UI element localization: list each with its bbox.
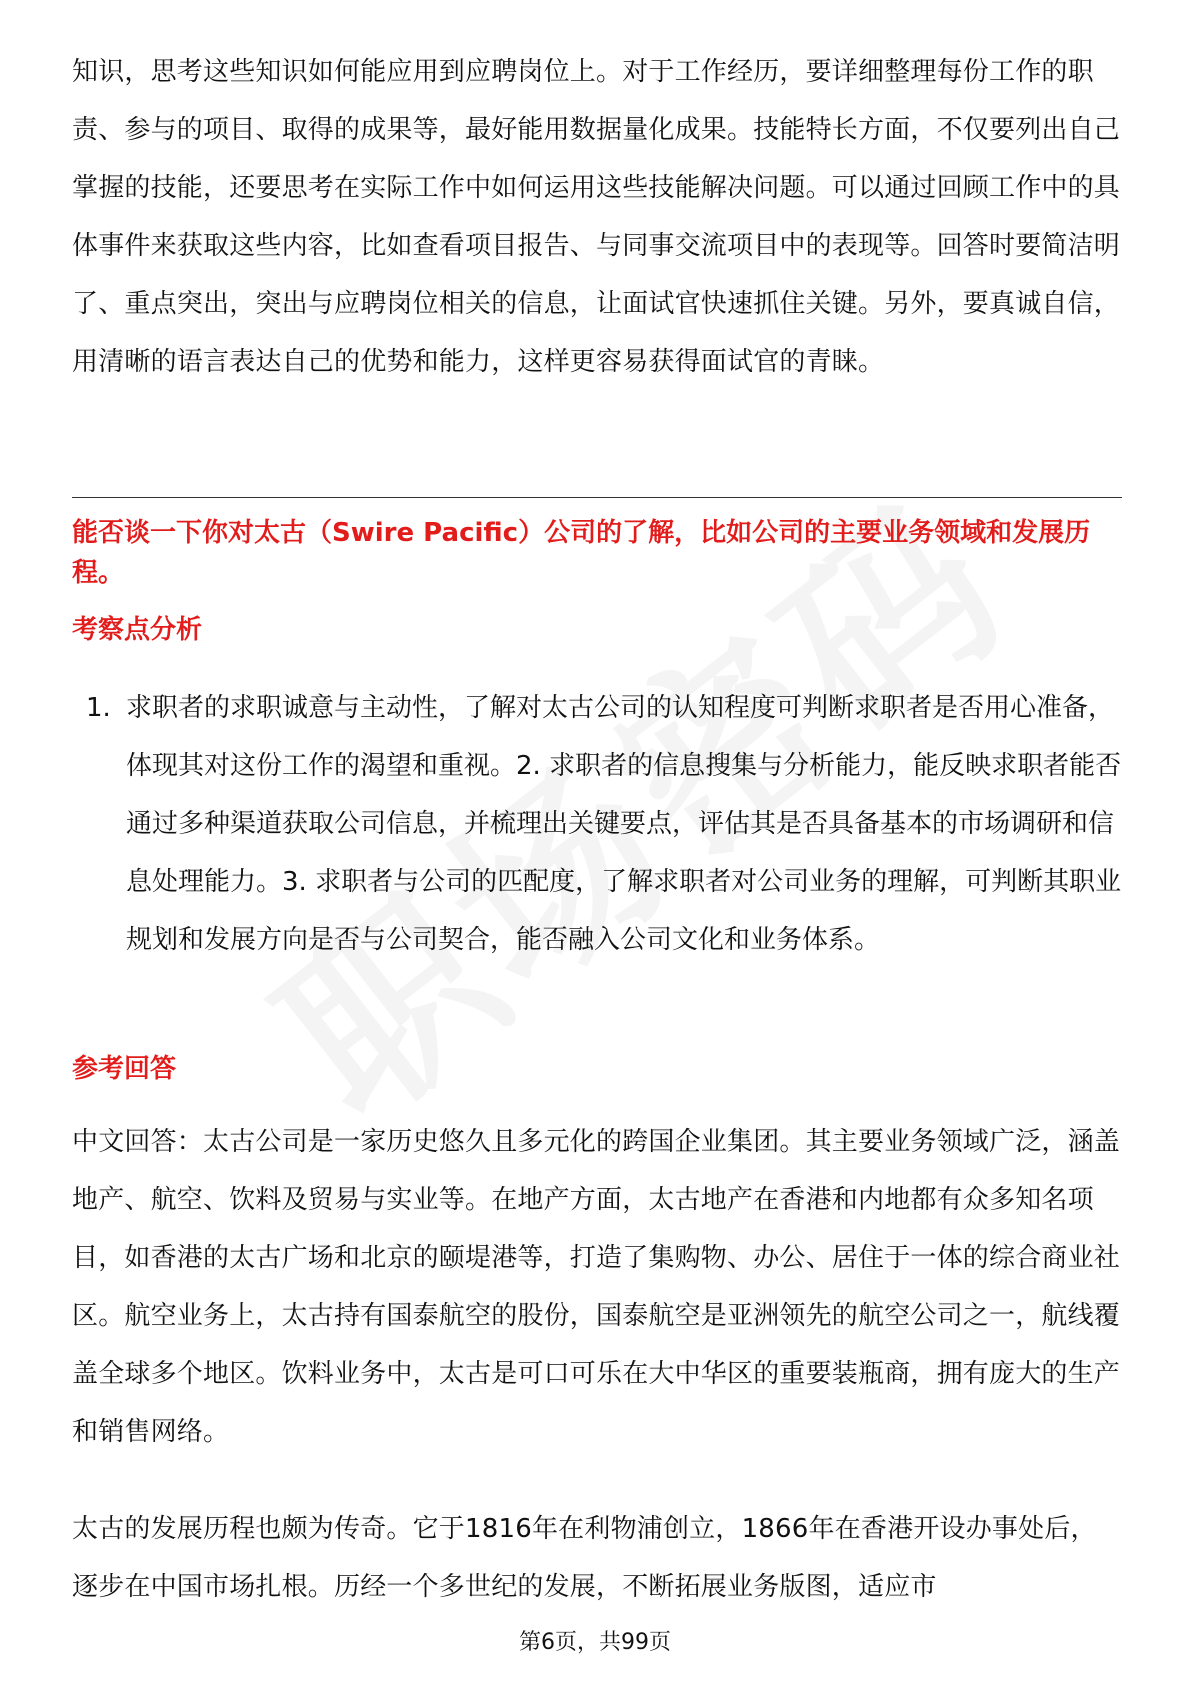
list-item-number: 1. <box>86 693 111 723</box>
analysis-list-item <box>72 679 1122 969</box>
question-heading: 能否谈一下你对太古（Swire Pacific）公司的了解，比如公司的主要业务领域和发展历程。 <box>72 518 1091 588</box>
answer-paragraph: 太古的发展历程也颇为传奇。它于1816年在利物浦创立，1866年在香港开设办事处后，逐步在中国市场扎根。历经一个多世纪的发展，不断拓展业务版图，适应市 <box>72 1514 1097 1602</box>
answer-heading: 参考回答 <box>72 1054 177 1084</box>
page-footer: 第6页，共99页 <box>519 1630 671 1655</box>
answer-paragraph: 中文回答：太古公司是一家历史悠久且多元化的跨国企业集团。其主要业务领域广泛，涵盖地产、航空、饮料及贸易与实业等。在地产方面，太古地产在香港和内地都有众多知名项目，如香港的太古广场和北京的颐堤港等，打造了集购物、办公、居住于一体的综合商业社区。航空业务上，太古持有国泰航空的股份，国泰航空是亚洲领先的航空公司之一，航线覆盖全球多个地区。饮料业务中，太古是可口可乐在大中华区的重要装瓶商，拥有庞大的生产和销售网络。 <box>72 1127 1121 1447</box>
list-item-text: 求职者的求职诚意与主动性，了解对太古公司的认知程度可判断求职者是否用心准备，体现其对这份工作的渴望和重视。2. 求职者的信息搜集与分析能力，能反映求职者能否通过多种渠道获取公司信息，并梳理出关键要点，评估其是否具备基本的市场调研和信息处理能力。3. 求职者与公司的匹配度，了解求职者对公司业务的理解，可判断其职业规划和发展方向是否与公司契合，能否融入公司文化和业务体系。 <box>126 693 1122 955</box>
analysis-heading: 考察点分析 <box>72 615 203 645</box>
document-page <box>72 0 1122 1684</box>
analysis-list <box>72 679 1122 969</box>
intro-paragraph: 知识，思考这些知识如何能应用到应聘岗位上。对于工作经历，要详细整理每份工作的职责、参与的项目、取得的成果等，最好能用数据量化成果。技能特长方面，不仅要列出自己掌握的技能，还要思考在实际工作中如何运用这些技能解决问题。可以通过回顾工作中的具体事件来获取这些内容，比如查看项目报告、与同事交流项目中的表现等。回答时要简洁明了、重点突出，突出与应聘岗位相关的信息，让面试官快速抓住关键。另外，要真诚自信，用清晰的语言表达自己的优势和能力，这样更容易获得面试官的青睐。 <box>72 57 1121 377</box>
section-divider <box>72 497 1122 498</box>
